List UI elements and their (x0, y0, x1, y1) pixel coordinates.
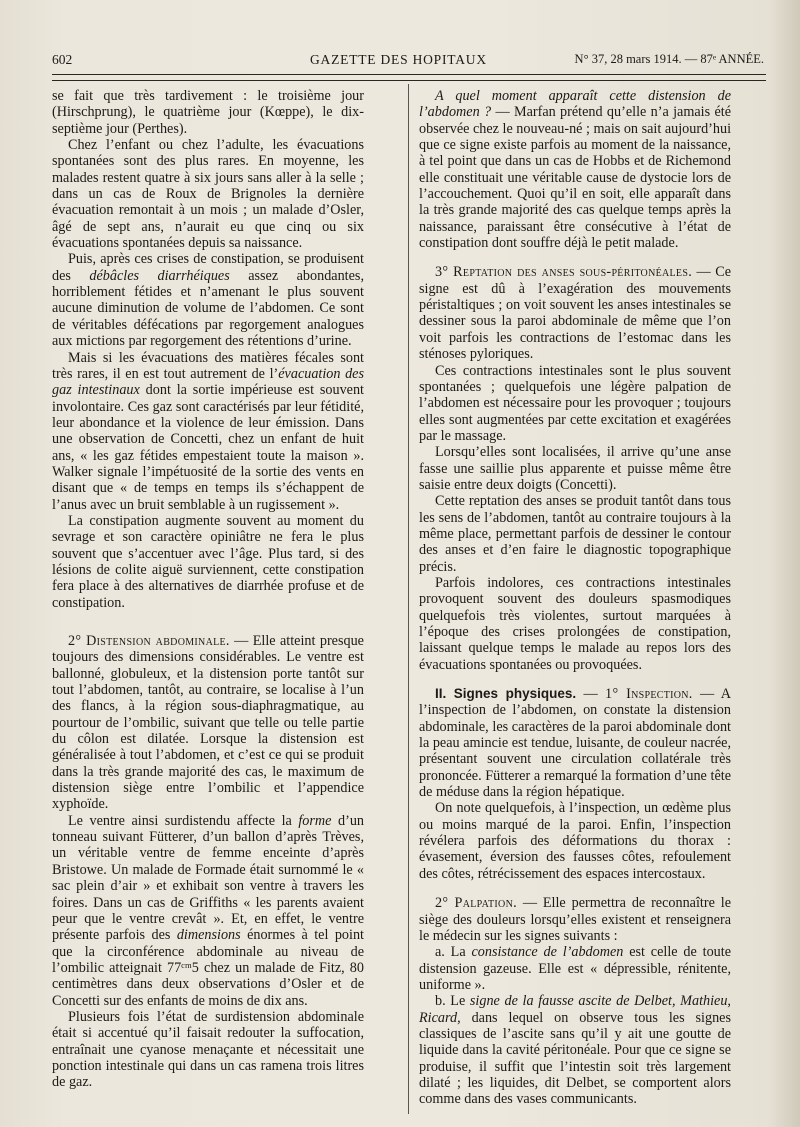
paragraph: Plusieurs fois l’état de surdistension abdominale était si accentué qu’il faisait redouter la suffocation, entraînait une cyanose menaçante et nécessitait une ponction intestinale qui dans un cas ramena trois litres de gaz. (52, 1008, 364, 1091)
paragraph: Le ventre ainsi surdistendu affecte la forme d’un tonneau suivant Fütterer, d’un ballon d’après Trèves, un véritable ventre de femme enceinte d’après Bristowe. Un malade de Formade était surnommé le « sac plein d’air » et exhibait son ventre à travers les foires. Dans un cas de Griffiths « les parents avaient peur que le ventre crevât ». Et, en effet, le ventre présente parfois des dimensions énormes à tel point que la circonférence abdominale au niveau de l’ombilic atteignait 77ᶜᵐ5 chez un malade de Fitz, 80 centimètres dans deux observations d’Osler et de Concetti sur des enfants de moins de dix ans. (52, 812, 365, 1009)
subsection-heading: 2° Palpation. (435, 895, 517, 912)
emphasis: A quel moment apparaît cette distension de l’abdomen ? (419, 88, 731, 121)
section-paragraph: 3° Reptation des anses sous-péritonéales. — Ce signe est dû à l’exagération des mouvements péristaltiques ; on voit souvent les anses intestinales se dessiner sous la paroi abdominale de même que l’on voit parfois les contractions de l’estomac dans les sténoses pyloriques. (419, 264, 731, 363)
emphasis: signe de la fausse ascite de Delbet, Mathieu, Ricard (419, 993, 731, 1026)
section-paragraph: 2° Palpation. — Elle permettra de reconnaître le siège des douleurs lorsqu’elles existent et renseignera le médecin sur les signes suivants : (419, 895, 731, 944)
paragraph: b. Le signe de la fausse ascite de Delbet, Mathieu, Ricard, dans lequel on observe tous les signes classiques de l’ascite sans qu’il y ait une goutte de liquide dans la cavité péritonéale. Pour que ce signe se produise, il suffit que l’intestin soit très largement dilaté ; les liquides, dit Delbet, se comportent alors comme dans des vases communicants. (419, 993, 731, 1108)
paragraph: On note quelquefois, à l’inspection, un œdème plus ou moins marqué de la paroi. Enfin, l’inspection révélera parfois des déformations du thorax : évasement, éversion des fausses côtes, refoulement des côtes, rétrécissement des espaces intercostaux. (419, 800, 731, 882)
paragraph: A quel moment apparaît cette distension de l’abdomen ? — Marfan prétend qu’elle n’a jamais été observée chez le nouveau-né ; mais on sait aujourd’hui que ce signe existe parfois au moment de la naissance, à tel point que dans un cas de Hobbs et de Richemond elle constituait une véritable cause de dystocie lors de l’accouchement. Quoi qu’il en soit, elle apparaît dans la très grande majorité des cas quelque temps après la naissance, paraissant être consécutive à l’état de constipation dont souffre déjà le petit malade. (419, 88, 732, 252)
paragraph: a. La consistance de l’abdomen est celle de toute distension gazeuse. Elle est « dépressible, rénitente, uniforme ». (419, 944, 731, 993)
paragraph: La constipation augmente souvent au moment du sevrage et son caractère opiniâtre ne fera le plus souvent que s’accentuer avec l’âge. Plus tard, si des lésions de colite aiguë surviennent, cette constipation fera place à des alternatives de diarrhée profuse et de constipation. (52, 512, 364, 611)
issue-info: N° 37, 28 mars 1914. — 87ᵉ ANNÉE. (574, 52, 764, 66)
header-rule (52, 74, 766, 75)
paragraph: Chez l’enfant ou chez l’adulte, les évacuations spontanées sont des plus rares. En moyenne, les malades restent quatre à six jours sans aller à la selle ; dans un cas de Roux de Brignoles la dernière évacuation remontait à un mois ; un malade d’Osler, âgé de sept ans, n’aurait eu que cinq ou six évacuations spontanées depuis sa naissance. (52, 137, 364, 252)
paragraph: se fait que très tardivement : le troisième jour (Hirschprung), le quatrième jour (Kœppe), le dix-septième jour (Perthes). (52, 88, 364, 137)
paragraph: Ces contractions intestinales sont le plus souvent spontanées ; quelquefois une légère palpation de l’abdomen est nécessaire pour les provoquer ; toujours elles sont augmentées par cette excitation et exagérées par le massage. (419, 362, 731, 444)
right-column (419, 88, 731, 1108)
page-header (52, 52, 764, 74)
left-column (52, 88, 364, 1091)
section-paragraph: II. Signes physiques. — 1° Inspection. — A l’inspection de l’abdomen, on constate la distension abdominale, les caractères de la paroi abdominale dont la peau amincie est tendue, luisante, de couleur nacrée, présentant souvent une circulation collatérale très prononcée. Fütterer a remarqué la formation d’une tête de méduse dans la région hépatique. (419, 686, 732, 801)
paragraph: Lorsqu’elles sont localisées, il arrive qu’une anse fasse une saillie plus apparente et puisse même être saisie entre deux doigts (Concetti). (419, 444, 731, 493)
section-heading: II. Signes physiques. (435, 686, 577, 702)
subsection-heading: 1° Inspection. (605, 686, 693, 703)
journal-title: GAZETTE DES HOPITAUX (310, 52, 487, 67)
emphasis: évacuation des gaz intestinaux (52, 365, 365, 399)
section-paragraph: 2° Distension abdominale. — Elle atteint presque toujours des dimensions considérables. Le ventre est ballonné, globuleux, et la distension porte tantôt sur tout l’abdomen, tantôt, au contraire, se localise à l’un des flancs, à la région sous-diaphragmatique, au pourtour de l’ombilic, suivant que telle ou telle partie du côlon est dilatée. Lorsque la distension est généralisée à tout l’abdomen, et c’est ce qui se produit dans la très grande majorité des cas, le maximum de distension siège entre l’ombilic et l’appendice xyphoïde. (52, 633, 364, 813)
section-heading: 2° Distension abdominale. (68, 633, 230, 649)
emphasis: forme (298, 812, 332, 829)
paragraph: Puis, après ces crises de constipation, se produisent des débâcles diarrhéiques assez abondantes, horriblement fétides et n’amenant le plus souvent aucune diminution de volume de l’abdomen. Ce sont de véritables défécations par regorgement analogues aux mictions par regorgement des rétentions d’urine. (52, 251, 364, 350)
emphasis: dimensions (176, 927, 241, 944)
emphasis: consistance de l’abdomen (471, 944, 624, 961)
section-heading: 3° Reptation des anses sous-péritonéales. (435, 264, 693, 281)
paragraph: Mais si les évacuations des matières fécales sont très rares, il en est tout autrement de l’évacuation des gaz intestinaux dont la sortie impérieuse est souvent involontaire. Ces gaz sont caractérisés par leur fétidité, leur abondance et la violence de leur émission. Dans une observation de Concetti, chez un enfant de huit ans, « les gaz fétides empestaient toute la maison ». Walker signale l’impétuosité de la sortie des vents en disant que « de temps en temps ils s’échappent de l’anus avec un bruit semblable à un rugissement ». (52, 349, 365, 513)
header-rule-thin (52, 80, 766, 81)
paragraph: Parfois indolores, ces contractions intestinales provoquent souvent des douleurs spasmodiques quelquefois très violentes, surtout marquées à l’époque des crises prolongées de constipation, laissant quelque temps le malade au repos lors des évacuations spontanées ou provoquées. (419, 574, 731, 673)
emphasis: débâcles diarrhéiques (89, 267, 230, 284)
column-divider (408, 84, 409, 1114)
page-number: 602 (52, 52, 73, 67)
paragraph: Cette reptation des anses se produit tantôt dans tous les sens de l’abdomen, tantôt au contraire toujours à la même place, permettant parfois de dessiner le contour des anses et d’en faire le diagnostic topographique précis. (419, 493, 731, 575)
